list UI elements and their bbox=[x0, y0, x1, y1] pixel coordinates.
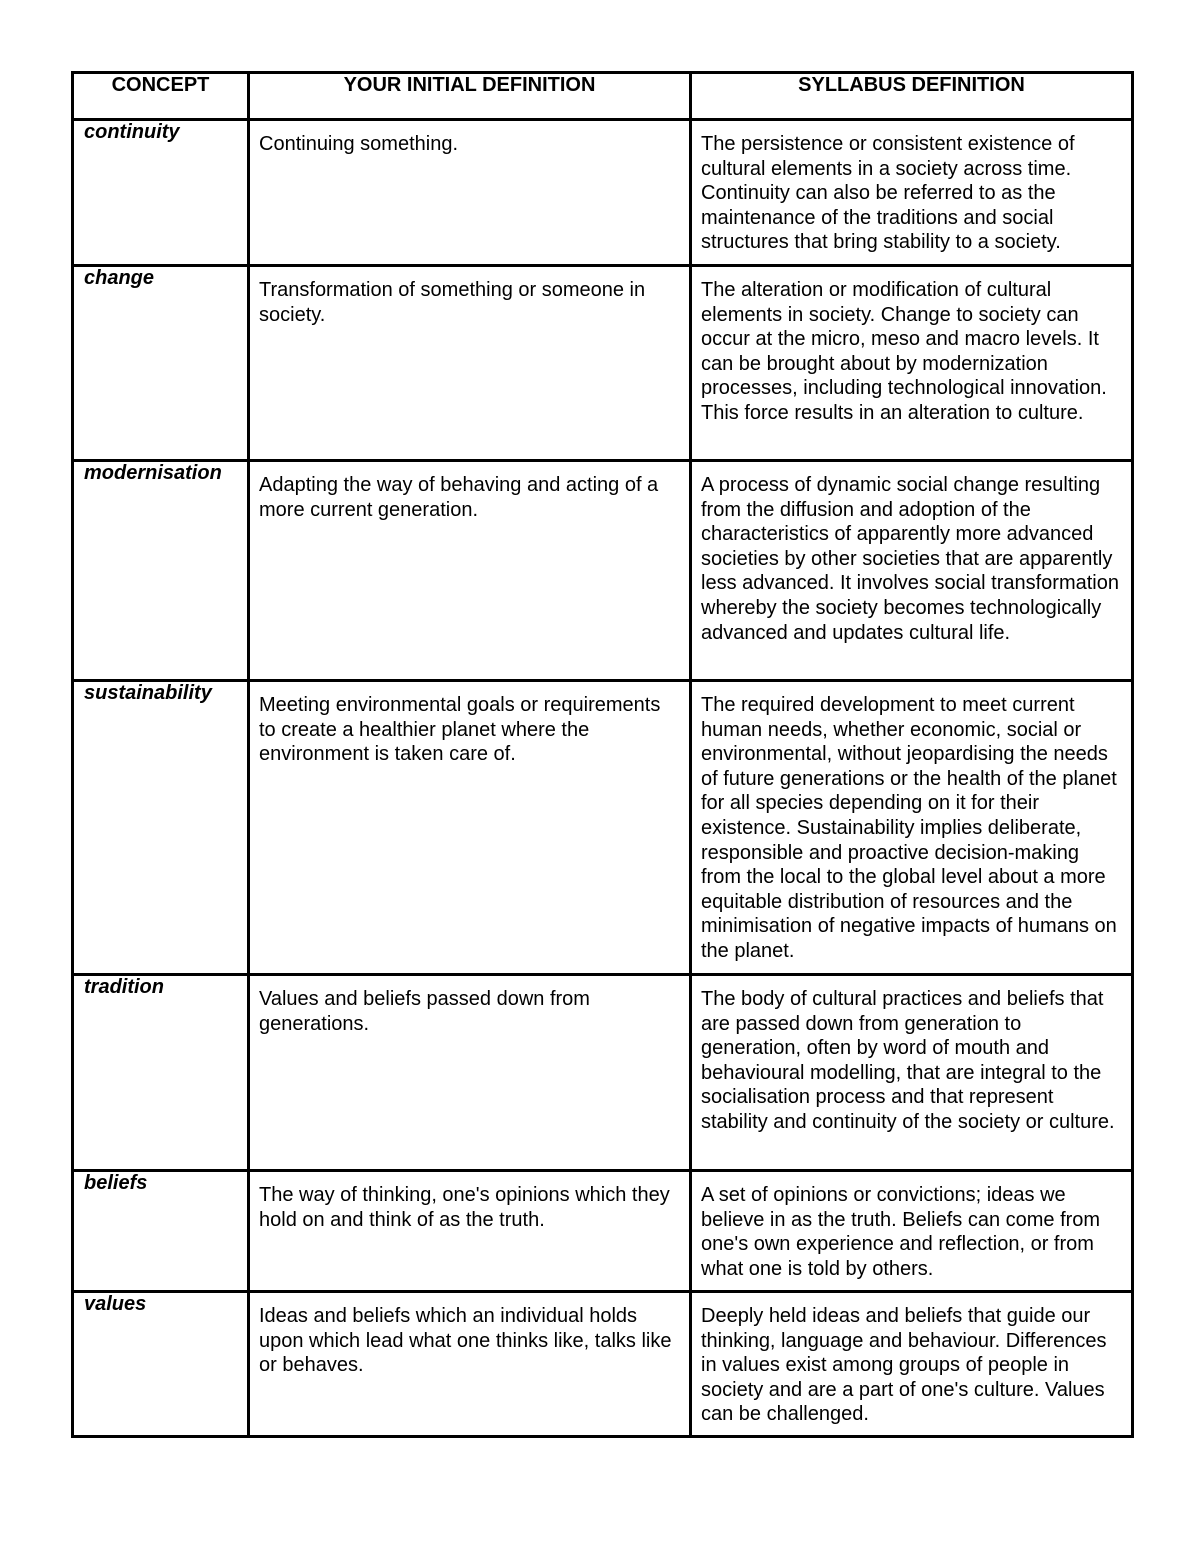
concept-cell: tradition bbox=[73, 975, 249, 1171]
concept-cell: change bbox=[73, 266, 249, 461]
table-row bbox=[73, 681, 1133, 975]
initial-definition-cell: Values and beliefs passed down from generations. bbox=[249, 975, 691, 1171]
table-header-row bbox=[73, 73, 1133, 120]
syllabus-definition-cell: The body of cultural practices and beliefs that are passed down from generation to generation, often by word of mouth and behavioural modelling, that are integral to the socialisation process and that represent stability and continuity of the society or culture. bbox=[691, 975, 1133, 1171]
table-row bbox=[73, 1171, 1133, 1292]
table-row bbox=[73, 1292, 1133, 1437]
concept-cell: sustainability bbox=[73, 681, 249, 975]
syllabus-definition-cell: The alteration or modification of cultural elements in society. Change to society can occur at the micro, meso and macro levels. It can be brought about by modernization processes, including technological innovation. This force results in an alteration to culture. bbox=[691, 266, 1133, 461]
initial-definition-cell: Continuing something. bbox=[249, 120, 691, 266]
initial-definition-cell: Adapting the way of behaving and acting of a more current generation. bbox=[249, 461, 691, 681]
concept-cell: continuity bbox=[73, 120, 249, 266]
table-row bbox=[73, 975, 1133, 1171]
header-concept: CONCEPT bbox=[73, 73, 249, 120]
syllabus-definition-cell: A process of dynamic social change resulting from the diffusion and adoption of the characteristics of apparently more advanced societies by other societies that are apparently less advanced. It involves social transformation whereby the society becomes technologically advanced and updates cultural life. bbox=[691, 461, 1133, 681]
syllabus-definition-cell: The required development to meet current human needs, whether economic, social or environmental, without jeopardising the needs of future generations or the health of the planet for all species depending on it for their existence. Sustainability implies deliberate, responsible and proactive decision-making from the local to the global level about a more equitable distribution of resources and the minimisation of negative impacts of humans on the planet. bbox=[691, 681, 1133, 975]
concept-definition-table bbox=[71, 71, 1134, 1438]
table-row bbox=[73, 120, 1133, 266]
syllabus-definition-cell: Deeply held ideas and beliefs that guide our thinking, language and behaviour. Differences in values exist among groups of people in society and are a part of one's culture. Values can be challenged. bbox=[691, 1292, 1133, 1437]
initial-definition-cell: The way of thinking, one's opinions which they hold on and think of as the truth. bbox=[249, 1171, 691, 1292]
initial-definition-cell: Ideas and beliefs which an individual holds upon which lead what one thinks like, talks like or behaves. bbox=[249, 1292, 691, 1437]
table-row bbox=[73, 461, 1133, 681]
concept-cell: values bbox=[73, 1292, 249, 1437]
header-syllabus-definition: SYLLABUS DEFINITION bbox=[691, 73, 1133, 120]
concept-cell: beliefs bbox=[73, 1171, 249, 1292]
concept-cell: modernisation bbox=[73, 461, 249, 681]
initial-definition-cell: Meeting environmental goals or requirements to create a healthier planet where the environment is taken care of. bbox=[249, 681, 691, 975]
header-initial-definition: YOUR INITIAL DEFINITION bbox=[249, 73, 691, 120]
initial-definition-cell: Transformation of something or someone in society. bbox=[249, 266, 691, 461]
syllabus-definition-cell: The persistence or consistent existence of cultural elements in a society across time. Continuity can also be referred to as the maintenance of the traditions and social structures that bring stability to a society. bbox=[691, 120, 1133, 266]
syllabus-definition-cell: A set of opinions or convictions; ideas we believe in as the truth. Beliefs can come from one's own experience and reflection, or from what one is told by others. bbox=[691, 1171, 1133, 1292]
table-row bbox=[73, 266, 1133, 461]
